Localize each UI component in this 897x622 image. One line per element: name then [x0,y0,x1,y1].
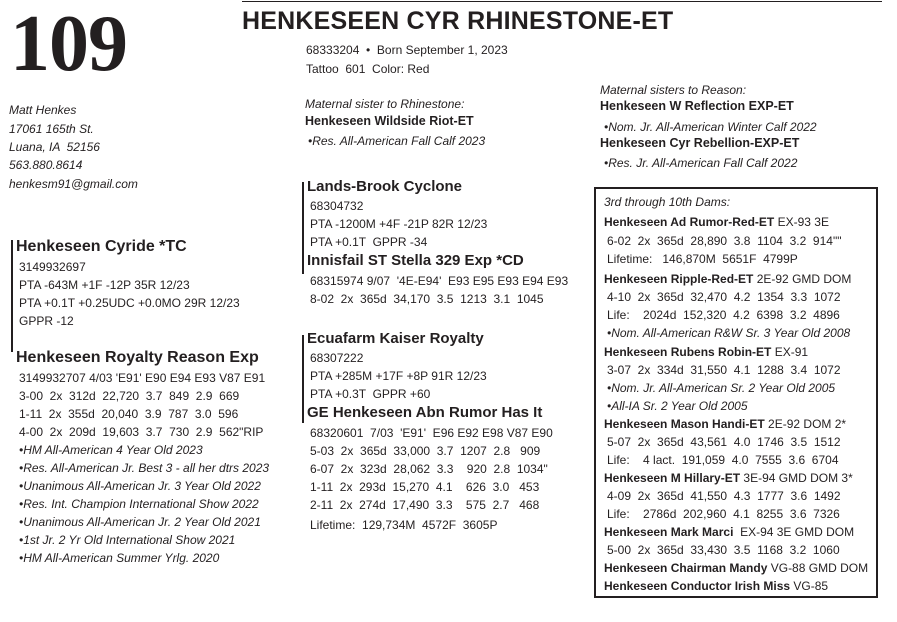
ancestor-dam-classif: 2E-92 GMD DOM [753,272,852,286]
dam-line: 3-00 2x 312d 22,720 3.7 849 2.9 669 [19,389,240,403]
owner-address1: 17061 165th St. [9,122,94,136]
ancestor-dam-line: Life: 4 lact. 191,059 4.0 7555 3.6 6704 [607,453,839,467]
sire-dam-name: Innisfail ST Stella 329 Exp *CD [307,252,524,269]
reg-birth: 68333204 • Born September 1, 2023 [306,43,508,57]
owner-email: henkesm91@gmail.com [9,177,138,191]
maternal-sister-note: •Res. All-American Fall Calf 2023 [308,134,486,148]
ancestor-dam-classif: VG-85 [790,579,829,593]
dam-sire-line: 68307222 [310,351,364,365]
ancestor-dam-line: 4-10 2x 365d 32,470 4.2 1354 3.3 1072 [607,290,841,304]
ancestor-dam-line: Lifetime: 146,870M 5651F 4799P [607,252,798,266]
ancestor-dam [604,469,853,487]
ancestor-dam-name: Henkeseen Mark Marci [604,525,734,539]
dam-sire-line: PTA +285M +17F +8P 91R 12/23 [310,369,487,383]
ancestor-dam [604,559,868,577]
dam-dam-line: 5-03 2x 365d 33,000 3.7 1207 2.8 909 [310,444,541,458]
ancestor-dam-name: Henkeseen M Hillary-ET [604,471,741,485]
dam-honor: •HM All-American Summer Yrlg. 2020 [19,551,220,565]
sire-line: GPPR -12 [19,314,74,328]
ancestor-dam-name: Henkeseen Rubens Robin-ET [604,345,772,359]
sire-sire-line: PTA +0.1T GPPR -34 [310,235,428,249]
dam-dam-name: GE Henkeseen Abn Rumor Has It [307,404,543,421]
dam-sire-name: Ecuafarm Kaiser Royalty [307,330,484,347]
dam-dam-line: 68320601 7/03 'E91' E96 E92 E98 V87 E90 [310,426,553,440]
owner-name: Matt Henkes [9,103,77,117]
dam-honor: •HM All-American 4 Year Old 2023 [19,443,203,457]
dam-honor: •1st Jr. 2 Yr Old International Show 2021 [19,533,236,547]
owner-address2: Luana, IA 52156 [9,140,100,154]
sire-line: PTA +0.1T +0.25UDC +0.0MO 29R 12/23 [19,296,240,310]
sire-name: Henkeseen Cyride *TC [16,238,187,255]
dam-name: Henkeseen Royalty Reason Exp [16,349,259,366]
ancestor-dam-classif: EX-94 3E GMD DOM [733,525,855,539]
ancestor-dam-name: Henkeseen Ad Rumor-Red-ET [604,215,775,229]
ancestor-dam [604,343,808,361]
ancestor-dam-classif: EX-91 [771,345,809,359]
dam-line: 4-00 2x 209d 19,603 3.7 730 2.9 562"RIP [19,425,264,439]
sire-sire-bracket [302,182,304,274]
ancestor-dam-name: Henkeseen Ripple-Red-ET [604,272,754,286]
reason-sister-note: •Nom. Jr. All-American Winter Calf 2022 [604,120,817,134]
ancestor-dam-note: •Nom. Jr. All-American Sr. 2 Year Old 2005 [607,381,836,395]
dam-honor: •Unanimous All-American Jr. 2 Year Old 2021 [19,515,261,529]
lot-number: 109 [10,0,127,88]
dam-line: 1-11 2x 355d 20,040 3.9 787 3.0 596 [19,407,239,421]
ancestor-dam [604,523,854,541]
ancestor-dam-line: 3-07 2x 334d 31,550 4.1 1288 3.4 1072 [607,363,841,377]
dam-dam-line: 2-11 2x 274d 17,490 3.3 575 2.7 468 [310,498,540,512]
ancestor-dam [604,577,828,595]
dam-honor: •Unanimous All-American Jr. 3 Year Old 2022 [19,479,261,493]
tattoo-color: Tattoo 601 Color: Red [306,62,430,76]
maternal-sister-name: Henkeseen Wildside Riot-ET [305,114,474,128]
ancestor-dam [604,270,851,288]
sire-line: PTA -643M +1F -12P 35R 12/23 [19,278,190,292]
ancestor-dam-classif: 3E-94 GMD DOM 3* [740,471,853,485]
ancestor-dam-line: 5-00 2x 365d 33,430 3.5 1168 3.2 1060 [607,543,840,557]
owner-phone: 563.880.8614 [9,158,83,172]
dam-line: 3149932707 4/03 'E91' E90 E94 E93 V87 E91 [19,371,266,385]
ancestor-dam-line: 6-02 2x 365d 28,890 3.8 1104 3.2 914"" [607,234,842,248]
ancestor-dam-name: Henkeseen Mason Handi-ET [604,417,765,431]
dam-honor: •Res. Int. Champion International Show 2022 [19,497,259,511]
dam-dam-line: 1-11 2x 293d 15,270 4.1 626 3.0 453 [310,480,540,494]
dams-box-heading: 3rd through 10th Dams: [604,195,731,209]
ancestor-dam [604,415,846,433]
ancestor-dam-classif: VG-88 GMD DOM [767,561,869,575]
reason-sisters-heading: Maternal sisters to Reason: [600,83,747,97]
reason-sister-note: •Res. Jr. All-American Fall Calf 2022 [604,156,798,170]
ancestor-dam-classif: 2E-92 DOM 2* [764,417,847,431]
ancestor-dam-note: •Nom. All-American R&W Sr. 3 Year Old 2008 [607,326,851,340]
sire-bracket [11,240,13,352]
sire-sire-name: Lands-Brook Cyclone [307,178,463,195]
ancestor-dam-line: Life: 2024d 152,320 4.2 6398 3.2 4896 [607,308,840,322]
ancestor-dam-name: Henkeseen Chairman Mandy [604,561,768,575]
reason-sister-name: Henkeseen W Reflection EXP-ET [600,99,794,113]
dam-dam-lifetime: Lifetime: 129,734M 4572F 3605P [310,518,498,532]
reason-sister-name: Henkeseen Cyr Rebellion-EXP-ET [600,136,800,150]
dam-sire-line: PTA +0.3T GPPR +60 [310,387,431,401]
sire-sire-line: 68304732 [310,199,364,213]
ancestor-dam-line: 5-07 2x 365d 43,561 4.0 1746 3.5 1512 [607,435,841,449]
dam-honor: •Res. All-American Jr. Best 3 - all her dtrs 2023 [19,461,270,475]
sire-dam-line: 8-02 2x 365d 34,170 3.5 1213 3.1 1045 [310,292,544,306]
animal-name: HENKESEEN CYR RHINESTONE-ET [242,7,674,35]
dam-sire-bracket [302,335,304,423]
ancestor-dam-classif: EX-93 3E [774,215,829,229]
sire-line: 3149932697 [19,260,86,274]
sire-dam-line: 68315974 9/07 '4E-E94' E93 E95 E93 E94 E93 [310,274,569,288]
top-rule [242,1,882,2]
ancestor-dam-line: 4-09 2x 365d 41,550 4.3 1777 3.6 1492 [607,489,841,503]
ancestor-dam-line: Life: 2786d 202,960 4.1 8255 3.6 7326 [607,507,840,521]
maternal-sister-heading: Maternal sister to Rhinestone: [305,97,465,111]
sire-sire-line: PTA -1200M +4F -21P 82R 12/23 [310,217,488,231]
dam-dam-line: 6-07 2x 323d 28,062 3.3 920 2.8 1034" [310,462,548,476]
ancestor-dam-name: Henkeseen Conductor Irish Miss [604,579,791,593]
ancestor-dam-note: •All-IA Sr. 2 Year Old 2005 [607,399,748,413]
ancestor-dam [604,213,829,231]
